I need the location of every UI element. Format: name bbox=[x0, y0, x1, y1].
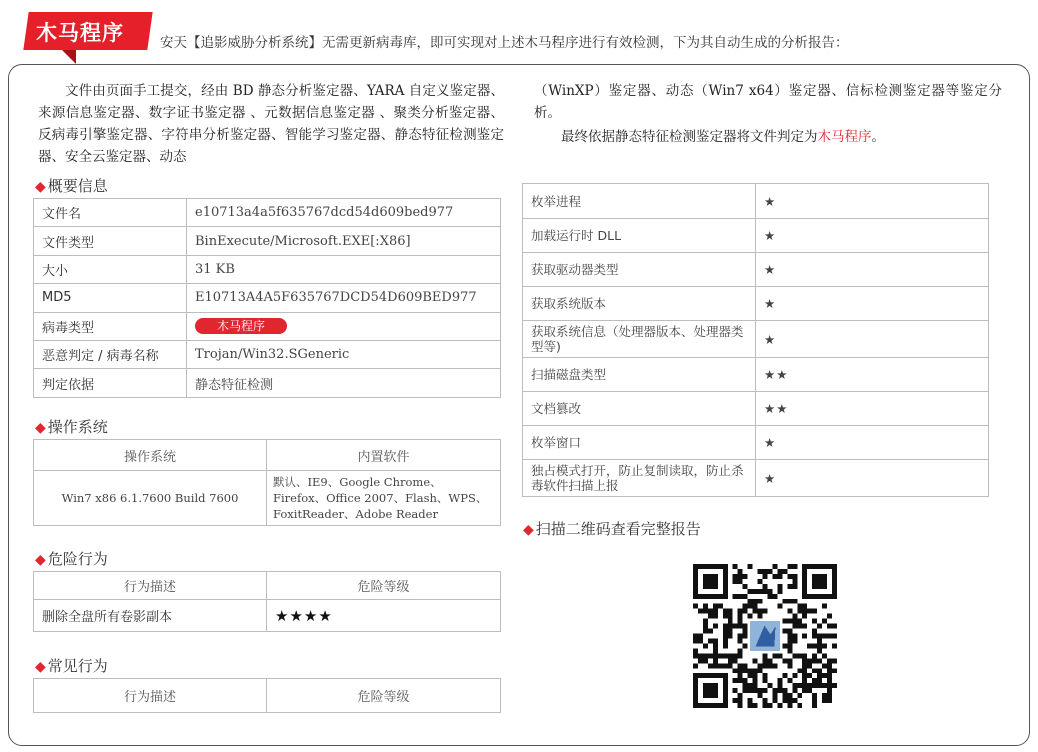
table-row bbox=[523, 253, 989, 287]
behavior-desc: 扫描磁盘类型 bbox=[523, 358, 756, 392]
overview-key: 文件名 bbox=[34, 199, 187, 227]
os-software-cell: 默认、IE9、Google Chrome、Firefox、Office 2007、Flash、WPS、FoxitReader、Adobe Reader bbox=[267, 471, 501, 526]
overview-value: e10713a4a5f635767dcd54d609bed977 bbox=[187, 199, 501, 227]
summary-verdict bbox=[534, 126, 1002, 148]
behavior-desc: 删除全盘所有卷影副本 bbox=[34, 600, 267, 632]
overview-key: 病毒类型 bbox=[34, 312, 187, 340]
overview-value: Trojan/Win32.SGeneric bbox=[187, 340, 501, 368]
overview-key: 大小 bbox=[34, 255, 187, 283]
badge-label: 木马程序 bbox=[36, 21, 124, 45]
overview-value: BinExecute/Microsoft.EXE[:X86] bbox=[187, 227, 501, 255]
os-table bbox=[33, 439, 501, 526]
table-row bbox=[34, 600, 501, 632]
table-row bbox=[34, 227, 501, 255]
danger-level: ★★ bbox=[756, 392, 989, 426]
table-row bbox=[34, 284, 501, 312]
diamond-icon: ◆ bbox=[35, 659, 46, 675]
column-header: 危险等级 bbox=[267, 679, 501, 713]
column-header: 行为描述 bbox=[34, 679, 267, 713]
behavior-desc: 加载运行时 DLL bbox=[523, 219, 756, 253]
danger-level: ★ bbox=[756, 253, 989, 287]
overview-key: 文件类型 bbox=[34, 227, 187, 255]
verdict-value: 木马程序 bbox=[817, 129, 872, 145]
behavior-desc: 获取驱动器类型 bbox=[523, 253, 756, 287]
summary-paragraph-1: 文件由页面手工提交，经由 BD 静态分析鉴定器、YARA 自定义鉴定器、来源信息鉴定器、数字证书鉴定器 、元数据信息鉴定器 、聚类分析鉴定器、反病毒引擎鉴定器、字符串分析鉴定器、智能学习鉴定器、静态特征检测鉴定器、安全云鉴定器、动态 bbox=[38, 83, 504, 165]
table-row bbox=[523, 460, 989, 497]
os-section-title bbox=[35, 416, 108, 437]
diamond-icon: ◆ bbox=[35, 552, 46, 568]
table-row bbox=[523, 358, 989, 392]
verdict-prefix: 最终依据静态特征检测鉴定器将文件判定为 bbox=[561, 129, 818, 145]
diamond-icon: ◆ bbox=[35, 179, 46, 195]
behavior-desc: 枚举窗口 bbox=[523, 426, 756, 460]
table-row bbox=[523, 184, 989, 219]
danger-level: ★★ bbox=[756, 358, 989, 392]
table-row bbox=[34, 199, 501, 227]
column-header: 内置软件 bbox=[267, 440, 501, 471]
behavior-desc: 获取系统信息（处理器版本、处理器类型等) bbox=[523, 321, 756, 358]
behavior-desc: 获取系统版本 bbox=[523, 287, 756, 321]
table-row bbox=[34, 369, 501, 397]
overview-table bbox=[33, 198, 501, 398]
danger-level: ★ bbox=[756, 184, 989, 219]
overview-key: 恶意判定 / 病毒名称 bbox=[34, 340, 187, 368]
common-table-header bbox=[33, 678, 501, 713]
behavior-desc: 枚举进程 bbox=[523, 184, 756, 219]
table-row bbox=[523, 426, 989, 460]
table-row bbox=[34, 471, 501, 526]
table-row bbox=[34, 312, 501, 340]
os-system-cell: Win7 x86 6.1.7600 Build 7600 bbox=[34, 471, 267, 526]
danger-level: ★ bbox=[756, 321, 989, 358]
danger-level: ★ bbox=[756, 460, 989, 497]
table-row bbox=[523, 219, 989, 253]
column-header: 操作系统 bbox=[34, 440, 267, 471]
danger-level: ★ bbox=[756, 287, 989, 321]
table-row bbox=[34, 340, 501, 368]
common-section-title bbox=[35, 655, 108, 676]
overview-section-title bbox=[35, 175, 108, 196]
danger-level: ★ bbox=[756, 426, 989, 460]
danger-section-title bbox=[35, 548, 108, 569]
table-row bbox=[523, 321, 989, 358]
danger-table bbox=[33, 571, 501, 632]
overview-value bbox=[187, 312, 501, 340]
overview-value: E10713A4A5F635767DCD54D609BED977 bbox=[187, 284, 501, 312]
qr-title-text: 扫描二维码查看完整报告 bbox=[535, 520, 701, 538]
overview-value: 静态特征检测 bbox=[187, 369, 501, 397]
table-row bbox=[34, 255, 501, 283]
behavior-desc: 文档篡改 bbox=[523, 392, 756, 426]
virus-type-badge: 木马程序 bbox=[195, 318, 287, 334]
table-row bbox=[523, 392, 989, 426]
common-table bbox=[522, 183, 989, 497]
diamond-icon: ◆ bbox=[523, 522, 534, 538]
danger-level: ★ bbox=[756, 219, 989, 253]
common-title-text: 常见行为 bbox=[47, 657, 108, 675]
column-header: 行为描述 bbox=[34, 572, 267, 600]
table-header-row bbox=[34, 679, 501, 713]
behavior-desc: 独占模式打开，防止复制读取，防止杀毒软件扫描上报 bbox=[523, 460, 756, 497]
table-row bbox=[523, 287, 989, 321]
diamond-icon: ◆ bbox=[35, 420, 46, 436]
column-header: 危险等级 bbox=[267, 572, 501, 600]
danger-title-text: 危险行为 bbox=[47, 550, 108, 568]
qr-section-title bbox=[523, 518, 701, 539]
qr-code-image[interactable] bbox=[693, 564, 837, 708]
overview-key: 判定依据 bbox=[34, 369, 187, 397]
table-header-row bbox=[34, 440, 501, 471]
danger-level: ★★★★ bbox=[267, 600, 501, 632]
summary-paragraph-2: （WinXP）鉴定器、动态（Win7 x64）鉴定器、信标检测鉴定器等鉴定分析。 bbox=[534, 83, 1002, 121]
intro-text: 安天【追影威胁分析系统】无需更新病毒库，即可实现对上述木马程序进行有效检测，下为其自动生成的分析报告： bbox=[160, 35, 849, 51]
os-title-text: 操作系统 bbox=[47, 418, 108, 436]
report-badge bbox=[26, 12, 150, 56]
overview-title-text: 概要信息 bbox=[47, 177, 108, 195]
overview-value: 31 KB bbox=[187, 255, 501, 283]
table-header-row bbox=[34, 572, 501, 600]
verdict-suffix: 。 bbox=[871, 129, 885, 145]
overview-key: MD5 bbox=[34, 284, 187, 312]
